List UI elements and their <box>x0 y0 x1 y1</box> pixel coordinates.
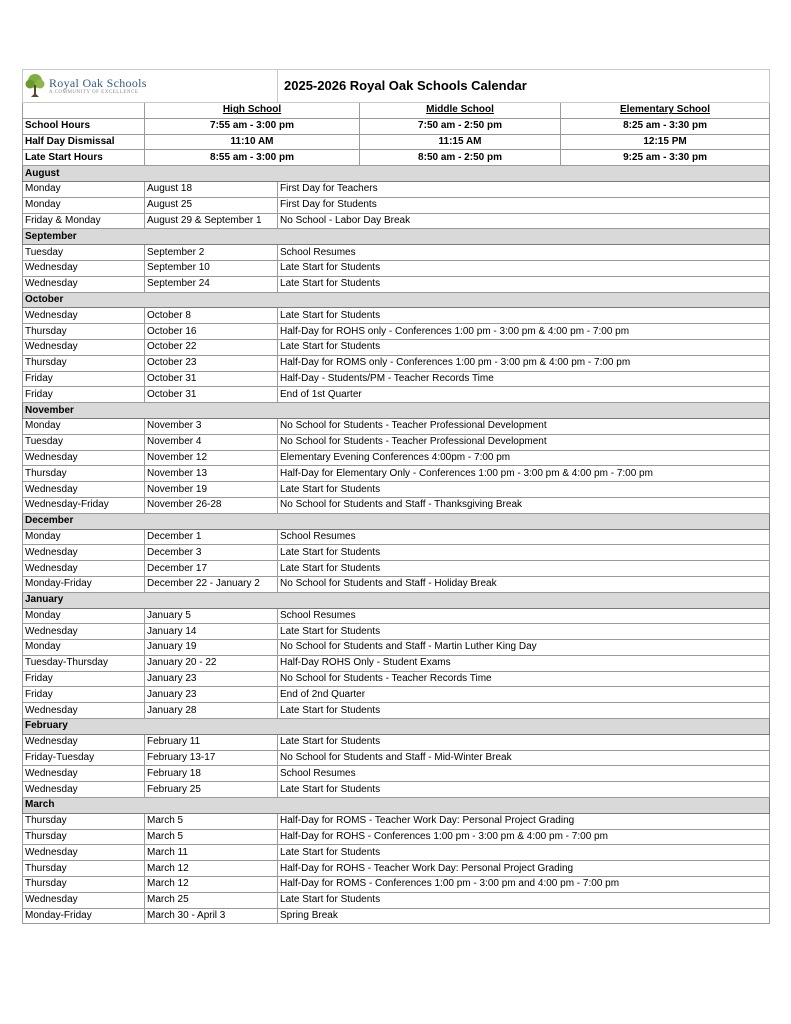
event-date: August 29 & September 1 <box>145 213 278 229</box>
event-description: Late Start for Students <box>278 782 770 798</box>
month-header-row <box>23 513 770 529</box>
event-date: January 14 <box>145 624 278 640</box>
event-description: No School for Students - Teacher Professional Development <box>278 418 770 434</box>
event-date: December 22 - January 2 <box>145 576 278 592</box>
hours-value: 9:25 am - 3:30 pm <box>561 150 770 166</box>
month-header-row <box>23 403 770 419</box>
month-header-row <box>23 229 770 245</box>
event-description: No School for Students and Staff - Mid-Winter Break <box>278 750 770 766</box>
event-description: No School for Students - Teacher Professional Development <box>278 434 770 450</box>
event-date: November 19 <box>145 482 278 498</box>
hours-row <box>23 150 770 166</box>
event-description: Half-Day for ROMS - Teacher Work Day: Personal Project Grading <box>278 813 770 829</box>
header-blank <box>23 103 145 119</box>
hours-value: 8:55 am - 3:00 pm <box>145 150 360 166</box>
event-description: School Resumes <box>278 608 770 624</box>
event-date: October 16 <box>145 324 278 340</box>
event-row <box>23 766 770 782</box>
event-day: Monday-Friday <box>23 908 145 924</box>
event-row <box>23 482 770 498</box>
event-row <box>23 892 770 908</box>
event-day: Wednesday <box>23 624 145 640</box>
hours-value: 11:15 AM <box>360 134 561 150</box>
event-description: Late Start for Students <box>278 260 770 276</box>
event-description: Late Start for Students <box>278 703 770 719</box>
event-description: Half-Day for ROHS - Conferences 1:00 pm - 3:00 pm & 4:00 pm - 7:00 pm <box>278 829 770 845</box>
event-row <box>23 640 770 656</box>
event-date: March 25 <box>145 892 278 908</box>
month-name: August <box>23 166 770 182</box>
event-date: November 13 <box>145 466 278 482</box>
event-date: October 8 <box>145 308 278 324</box>
event-day: Wednesday <box>23 339 145 355</box>
event-description: Late Start for Students <box>278 339 770 355</box>
event-row <box>23 371 770 387</box>
event-date: March 5 <box>145 813 278 829</box>
event-date: December 1 <box>145 529 278 545</box>
event-row <box>23 861 770 877</box>
month-name: December <box>23 513 770 529</box>
event-day: Wednesday <box>23 703 145 719</box>
event-day: Wednesday <box>23 308 145 324</box>
event-row <box>23 877 770 893</box>
month-name: September <box>23 229 770 245</box>
event-row <box>23 213 770 229</box>
event-day: Friday <box>23 671 145 687</box>
hours-value: 11:10 AM <box>145 134 360 150</box>
event-row <box>23 845 770 861</box>
event-day: Friday <box>23 687 145 703</box>
event-row <box>23 355 770 371</box>
event-description: Late Start for Students <box>278 845 770 861</box>
event-row <box>23 545 770 561</box>
school-header-row <box>23 103 770 119</box>
event-row <box>23 829 770 845</box>
hours-label: School Hours <box>23 118 145 134</box>
month-header-row <box>23 166 770 182</box>
event-date: November 26-28 <box>145 497 278 513</box>
event-description: No School for Students and Staff - Holiday Break <box>278 576 770 592</box>
event-date: February 11 <box>145 734 278 750</box>
event-day: Friday-Tuesday <box>23 750 145 766</box>
event-row <box>23 655 770 671</box>
month-name: November <box>23 403 770 419</box>
event-date: January 19 <box>145 640 278 656</box>
event-row <box>23 497 770 513</box>
event-row <box>23 782 770 798</box>
event-row <box>23 561 770 577</box>
event-description: No School for Students and Staff - Thanksgiving Break <box>278 497 770 513</box>
event-description: Half-Day for ROMS only - Conferences 1:00 pm - 3:00 pm & 4:00 pm - 7:00 pm <box>278 355 770 371</box>
school-heading: High School <box>145 103 360 119</box>
event-date: January 5 <box>145 608 278 624</box>
event-row <box>23 387 770 403</box>
month-header-row <box>23 798 770 814</box>
event-date: October 22 <box>145 339 278 355</box>
month-name: February <box>23 719 770 735</box>
event-description: End of 2nd Quarter <box>278 687 770 703</box>
event-row <box>23 813 770 829</box>
hours-label: Half Day Dismissal <box>23 134 145 150</box>
event-day: Friday <box>23 387 145 403</box>
event-row <box>23 450 770 466</box>
event-day: Thursday <box>23 355 145 371</box>
event-day: Wednesday <box>23 734 145 750</box>
event-date: March 30 - April 3 <box>145 908 278 924</box>
event-day: Monday <box>23 418 145 434</box>
event-row <box>23 529 770 545</box>
event-day: Monday <box>23 640 145 656</box>
hours-row <box>23 118 770 134</box>
event-date: January 20 - 22 <box>145 655 278 671</box>
month-name: October <box>23 292 770 308</box>
event-date: August 25 <box>145 197 278 213</box>
event-day: Wednesday <box>23 276 145 292</box>
hours-value: 12:15 PM <box>561 134 770 150</box>
event-description: End of 1st Quarter <box>278 387 770 403</box>
event-date: November 12 <box>145 450 278 466</box>
event-date: March 12 <box>145 861 278 877</box>
title-row <box>23 70 770 103</box>
event-day: Monday <box>23 608 145 624</box>
event-day: Wednesday <box>23 892 145 908</box>
event-day: Friday & Monday <box>23 213 145 229</box>
event-row <box>23 671 770 687</box>
event-description: Elementary Evening Conferences 4:00pm - 7:00 pm <box>278 450 770 466</box>
event-row <box>23 576 770 592</box>
event-day: Thursday <box>23 861 145 877</box>
event-description: Late Start for Students <box>278 561 770 577</box>
event-day: Tuesday <box>23 245 145 261</box>
event-description: Late Start for Students <box>278 892 770 908</box>
event-row <box>23 308 770 324</box>
hours-label: Late Start Hours <box>23 150 145 166</box>
event-description: First Day for Teachers <box>278 181 770 197</box>
event-day: Wednesday <box>23 845 145 861</box>
event-row <box>23 624 770 640</box>
event-day: Wednesday <box>23 482 145 498</box>
hours-value: 8:25 am - 3:30 pm <box>561 118 770 134</box>
event-description: Half-Day for ROMS - Conferences 1:00 pm - 3:00 pm and 4:00 pm - 7:00 pm <box>278 877 770 893</box>
event-date: October 31 <box>145 371 278 387</box>
calendar-table <box>22 69 770 924</box>
event-row <box>23 276 770 292</box>
event-row <box>23 908 770 924</box>
event-description: Half-Day ROHS Only - Student Exams <box>278 655 770 671</box>
event-row <box>23 750 770 766</box>
event-description: Late Start for Students <box>278 734 770 750</box>
event-date: January 28 <box>145 703 278 719</box>
event-day: Thursday <box>23 324 145 340</box>
event-day: Thursday <box>23 829 145 845</box>
hours-value: 7:55 am - 3:00 pm <box>145 118 360 134</box>
event-day: Monday <box>23 197 145 213</box>
event-date: February 18 <box>145 766 278 782</box>
calendar-sheet <box>22 69 769 924</box>
event-day: Tuesday-Thursday <box>23 655 145 671</box>
hours-row <box>23 134 770 150</box>
month-header-row <box>23 719 770 735</box>
month-name: January <box>23 592 770 608</box>
event-description: Late Start for Students <box>278 308 770 324</box>
hours-value: 8:50 am - 2:50 pm <box>360 150 561 166</box>
event-row <box>23 466 770 482</box>
event-row <box>23 260 770 276</box>
event-day: Thursday <box>23 877 145 893</box>
event-date: October 23 <box>145 355 278 371</box>
event-description: School Resumes <box>278 529 770 545</box>
event-description: No School for Students - Teacher Records Time <box>278 671 770 687</box>
event-day: Wednesday <box>23 782 145 798</box>
event-day: Wednesday <box>23 561 145 577</box>
event-row <box>23 418 770 434</box>
hours-value: 7:50 am - 2:50 pm <box>360 118 561 134</box>
event-row <box>23 324 770 340</box>
event-description: Late Start for Students <box>278 545 770 561</box>
event-description: Half-Day for ROHS only - Conferences 1:00 pm - 3:00 pm & 4:00 pm - 7:00 pm <box>278 324 770 340</box>
event-description: Half-Day for Elementary Only - Conferences 1:00 pm - 3:00 pm & 4:00 pm - 7:00 pm <box>278 466 770 482</box>
event-day: Monday <box>23 181 145 197</box>
event-date: October 31 <box>145 387 278 403</box>
event-description: School Resumes <box>278 245 770 261</box>
event-date: March 12 <box>145 877 278 893</box>
event-date: March 5 <box>145 829 278 845</box>
event-description: First Day for Students <box>278 197 770 213</box>
event-day: Wednesday <box>23 766 145 782</box>
month-header-row <box>23 592 770 608</box>
event-day: Wednesday <box>23 450 145 466</box>
event-description: Late Start for Students <box>278 624 770 640</box>
event-description: Late Start for Students <box>278 276 770 292</box>
event-day: Thursday <box>23 466 145 482</box>
event-date: September 10 <box>145 260 278 276</box>
event-date: March 11 <box>145 845 278 861</box>
event-description: No School for Students and Staff - Martin Luther King Day <box>278 640 770 656</box>
school-heading: Middle School <box>360 103 561 119</box>
event-day: Tuesday <box>23 434 145 450</box>
event-date: December 17 <box>145 561 278 577</box>
event-day: Wednesday <box>23 545 145 561</box>
event-description: School Resumes <box>278 766 770 782</box>
event-date: November 4 <box>145 434 278 450</box>
event-description: Half-Day - Students/PM - Teacher Records Time <box>278 371 770 387</box>
event-day: Monday <box>23 529 145 545</box>
event-row <box>23 339 770 355</box>
event-row <box>23 434 770 450</box>
event-description: Spring Break <box>278 908 770 924</box>
logo-name: Royal Oak Schools <box>49 75 147 90</box>
event-description: Half-Day for ROHS - Teacher Work Day: Personal Project Grading <box>278 861 770 877</box>
event-date: August 18 <box>145 181 278 197</box>
event-date: January 23 <box>145 671 278 687</box>
event-day: Thursday <box>23 813 145 829</box>
oak-tree-icon <box>25 73 45 99</box>
event-date: September 2 <box>145 245 278 261</box>
event-row <box>23 703 770 719</box>
event-row <box>23 245 770 261</box>
event-date: December 3 <box>145 545 278 561</box>
month-header-row <box>23 292 770 308</box>
event-date: November 3 <box>145 418 278 434</box>
event-date: February 25 <box>145 782 278 798</box>
event-date: February 13-17 <box>145 750 278 766</box>
logo <box>25 71 275 101</box>
logo-cell <box>23 70 278 103</box>
event-row <box>23 181 770 197</box>
event-date: September 24 <box>145 276 278 292</box>
event-day: Monday-Friday <box>23 576 145 592</box>
month-name: March <box>23 798 770 814</box>
event-day: Wednesday <box>23 260 145 276</box>
school-heading: Elementary School <box>561 103 770 119</box>
event-row <box>23 608 770 624</box>
event-description: No School - Labor Day Break <box>278 213 770 229</box>
event-day: Wednesday-Friday <box>23 497 145 513</box>
event-row <box>23 687 770 703</box>
event-description: Late Start for Students <box>278 482 770 498</box>
event-row <box>23 734 770 750</box>
event-date: January 23 <box>145 687 278 703</box>
page-title: 2025-2026 Royal Oak Schools Calendar <box>278 70 770 103</box>
logo-tagline: A COMMUNITY OF EXCELLENCE <box>49 89 139 95</box>
event-row <box>23 197 770 213</box>
event-day: Friday <box>23 371 145 387</box>
